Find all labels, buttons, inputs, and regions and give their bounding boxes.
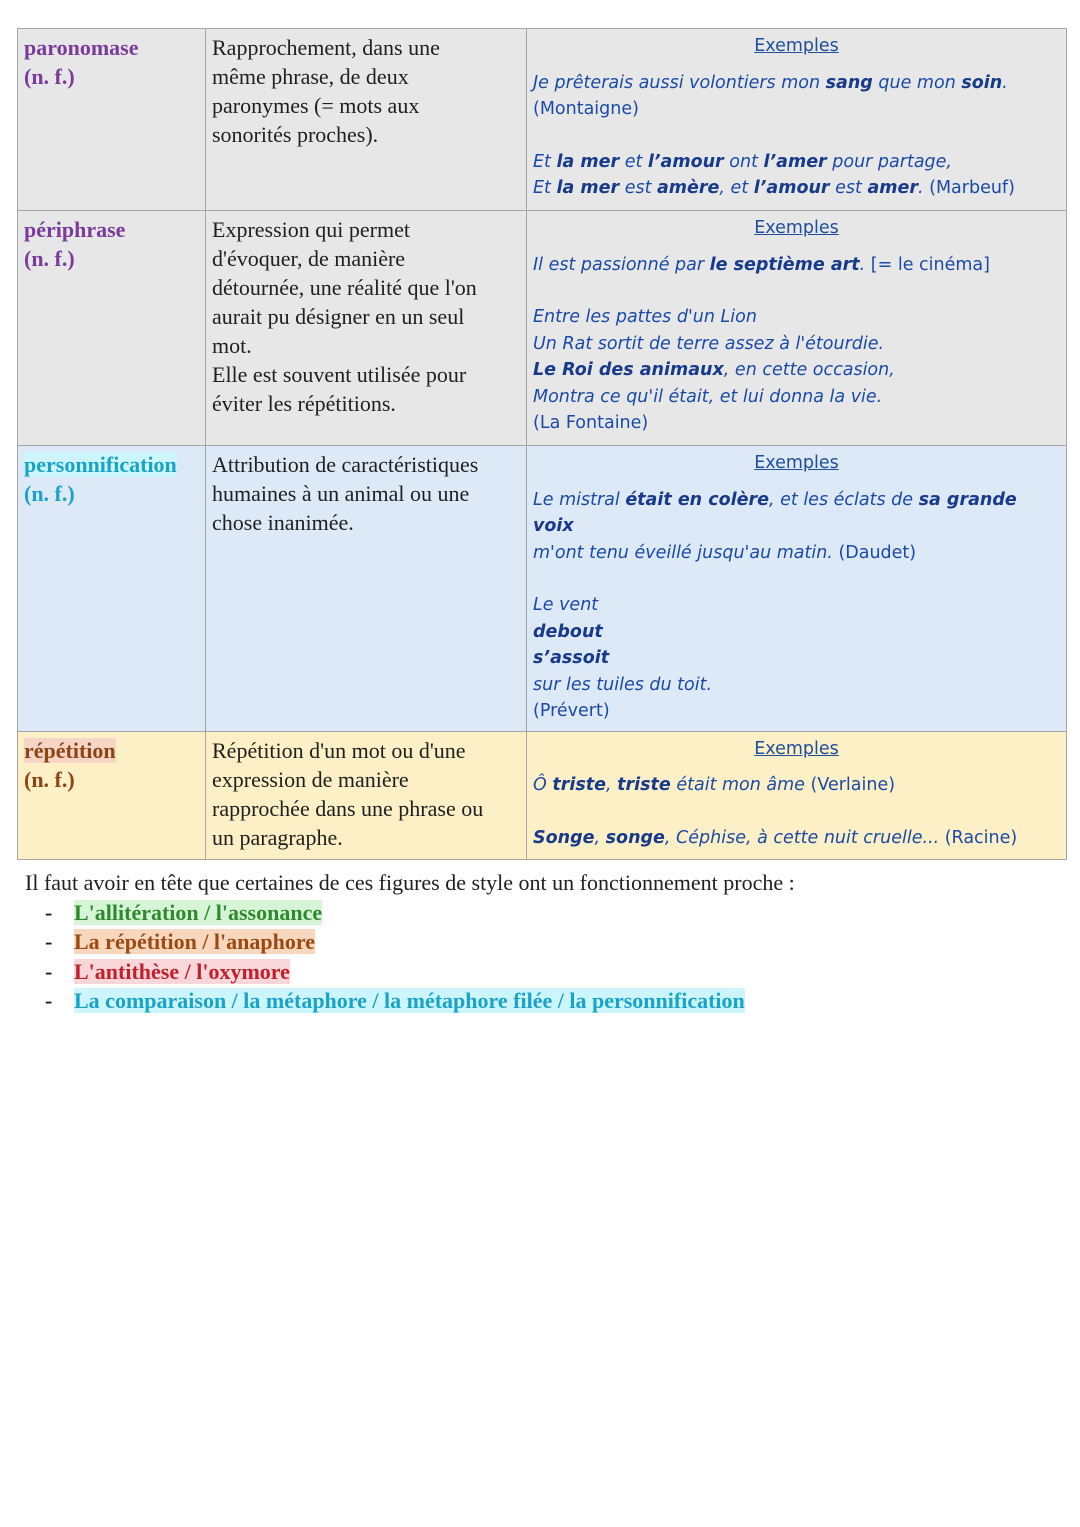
example-text: était mon âme [670,775,811,795]
term-gender: (n. f.) [24,64,75,89]
example-text: . [917,178,930,198]
example-block [533,772,1060,799]
example-text: Et [533,178,557,198]
example-line [533,825,1060,852]
table-row-personnification [18,446,1067,732]
example-text: sur les tuiles du toit. [533,674,713,695]
definition-line: Attribution de caractéristiques [212,452,479,477]
example-emphasis: amer [867,178,918,198]
term-cell [18,211,206,446]
example-line [533,331,1060,358]
example-text: (La Fontaine) [533,413,649,433]
example-line [533,698,1060,725]
definition-line: paronymes (= mots aux [212,93,420,118]
example-line [533,96,1060,123]
list-item [25,898,1065,928]
example-emphasis: amère [657,178,720,198]
example-line [533,487,1060,540]
example-line [533,410,1060,437]
definition-line: sonorités proches). [212,122,379,147]
example-text: Un Rat sortit de terre assez à l'étourdie. [533,333,885,354]
definition-cell [206,29,527,211]
family-comparaison-metaphore: La comparaison / la métaphore / la métaphore filée / la personnification [74,988,745,1013]
example-text: pour partage, [826,151,952,172]
examples-list [533,70,1060,202]
bullet-dash: - [45,899,53,925]
example-emphasis: l’amour [647,151,724,172]
example-block [533,149,1060,202]
example-emphasis: sang [825,72,873,93]
example-text: que mon [872,72,962,93]
example-emphasis: Songe [533,827,595,848]
example-text: , et les éclats de [769,489,919,510]
list-item [25,957,1065,987]
example-text: est [829,178,868,198]
example-line [533,149,1060,176]
definition-line: chose inanimée. [212,510,354,535]
definition-cell [206,731,527,859]
family-alliteration-assonance: L'allitération / l'assonance [74,899,323,925]
example-block [533,825,1060,852]
table-row-paronomase [18,29,1067,211]
examples-heading: Exemples [754,453,839,473]
example-emphasis: triste [552,775,606,795]
example-text: (Marbeuf) [929,178,1015,198]
example-text: et [619,151,648,172]
example-text: . [859,254,871,275]
definition-line: détournée, une réalité que l'on [212,275,477,300]
definition-line: même phrase, de deux [212,64,409,89]
definition-line: expression de manière [212,766,409,792]
examples-list [533,772,1060,851]
example-line [533,70,1060,97]
example-text: , [594,827,606,848]
example-text: Et [533,151,557,172]
example-text: (Prévert) [533,701,610,721]
example-block [533,70,1060,123]
bullet-dash: - [45,958,53,984]
term-cell [18,446,206,732]
definition-line: Répétition d'un mot ou d'une [212,737,466,763]
example-text: Ô [533,775,553,795]
example-block [533,252,1060,279]
example-emphasis: Le Roi des animaux [533,360,724,380]
example-emphasis: sa grande voix [533,489,1017,536]
examples-cell [527,731,1067,859]
example-emphasis: l’amour [753,178,830,198]
example-line [533,252,1060,279]
example-line [533,619,1060,646]
example-line [533,384,1060,411]
example-line [533,540,1060,567]
example-emphasis: la mer [556,178,620,198]
example-text: , en cette occasion, [723,360,895,380]
example-text: Le mistral [533,489,626,510]
example-text: (Montaigne) [533,99,639,119]
examples-cell [527,211,1067,446]
note-intro: Il faut avoir en tête que certaines de ces figures de style ont un fonctionnement proche : [25,870,795,895]
definition-line: mot. [212,333,252,358]
example-text: est [619,178,657,198]
examples-heading: Exemples [754,738,839,759]
example-text: (Daudet) [838,542,917,563]
figure-families-list [25,898,1065,1016]
example-text: [= le cinéma] [870,254,990,275]
list-item [25,927,1065,957]
example-line [533,304,1060,331]
figures-table [17,28,1067,860]
example-text: Entre les pattes d'un Lion [533,307,757,327]
example-emphasis: était en colère [625,489,769,510]
example-text: (Verlaine) [810,775,896,795]
definition-cell [206,446,527,732]
term-gender: (n. f.) [24,766,75,792]
term-name: paronomase [24,35,139,60]
definition-line: d'évoquer, de manière [212,246,406,271]
definition-line: aurait pu désigner en un seul [212,304,465,329]
definition-line: éviter les répétitions. [212,391,396,416]
family-repetition-anaphore: La répétition / l'anaphore [74,929,315,954]
bullet-dash: - [45,988,53,1013]
example-text: Je prêterais aussi volontiers mon [533,72,826,93]
definition-cell [206,211,527,446]
definition-line: rapprochée dans une phrase ou [212,795,484,821]
table-row-repetition [18,731,1067,859]
example-block [533,304,1060,437]
definition-line: Rapprochement, dans une [212,35,440,60]
term-gender: (n. f.) [24,246,75,271]
example-text: , [606,775,618,795]
term-gender: (n. f.) [24,481,75,506]
bullet-dash: - [45,929,53,954]
term-name: répétition [24,737,116,763]
table-row-periphrase [18,211,1067,446]
example-line [533,592,1060,619]
example-emphasis: triste [617,775,671,795]
example-emphasis: s’assoit [533,648,610,668]
note-section [25,868,1065,1016]
examples-list [533,252,1060,437]
example-emphasis: le septième art [709,254,860,275]
example-emphasis: la mer [556,151,620,172]
examples-heading: Exemples [754,218,839,238]
example-line [533,772,1060,799]
example-block [533,592,1060,725]
example-text: . [1002,72,1008,93]
example-emphasis: debout [533,621,603,642]
definition-line: Elle est souvent utilisée pour [212,362,467,387]
examples-cell [527,446,1067,732]
term-name: personnification [24,452,177,477]
definition-line: Expression qui permet [212,217,410,242]
example-text: , Céphise, à cette nuit cruelle... [664,827,945,848]
example-emphasis: songe [605,827,665,848]
example-line [533,645,1060,672]
example-text: Le vent [533,595,599,615]
definition-line: humaines à un animal ou une [212,481,470,506]
example-line [533,357,1060,384]
list-item [25,986,1065,1016]
example-text: , et [719,178,754,198]
example-emphasis: soin [961,72,1003,93]
example-text: Montra ce qu'il était, et lui donna la vie. [533,386,883,407]
term-name: périphrase [24,217,126,242]
examples-cell [527,29,1067,211]
examples-list [533,487,1060,725]
example-text: ont [723,151,764,172]
example-line [533,672,1060,699]
example-text: Il est passionné par [533,254,710,275]
term-cell [18,29,206,211]
term-cell [18,731,206,859]
examples-heading: Exemples [754,36,839,56]
example-line [533,175,1060,202]
example-text: m'ont tenu éveillé jusqu'au matin. [533,542,839,563]
example-block [533,487,1060,567]
example-text: (Racine) [944,827,1018,848]
family-antithese-oxymore: L'antithèse / l'oxymore [74,958,290,984]
definition-line: un paragraphe. [212,824,343,850]
example-emphasis: l’amer [763,151,827,172]
